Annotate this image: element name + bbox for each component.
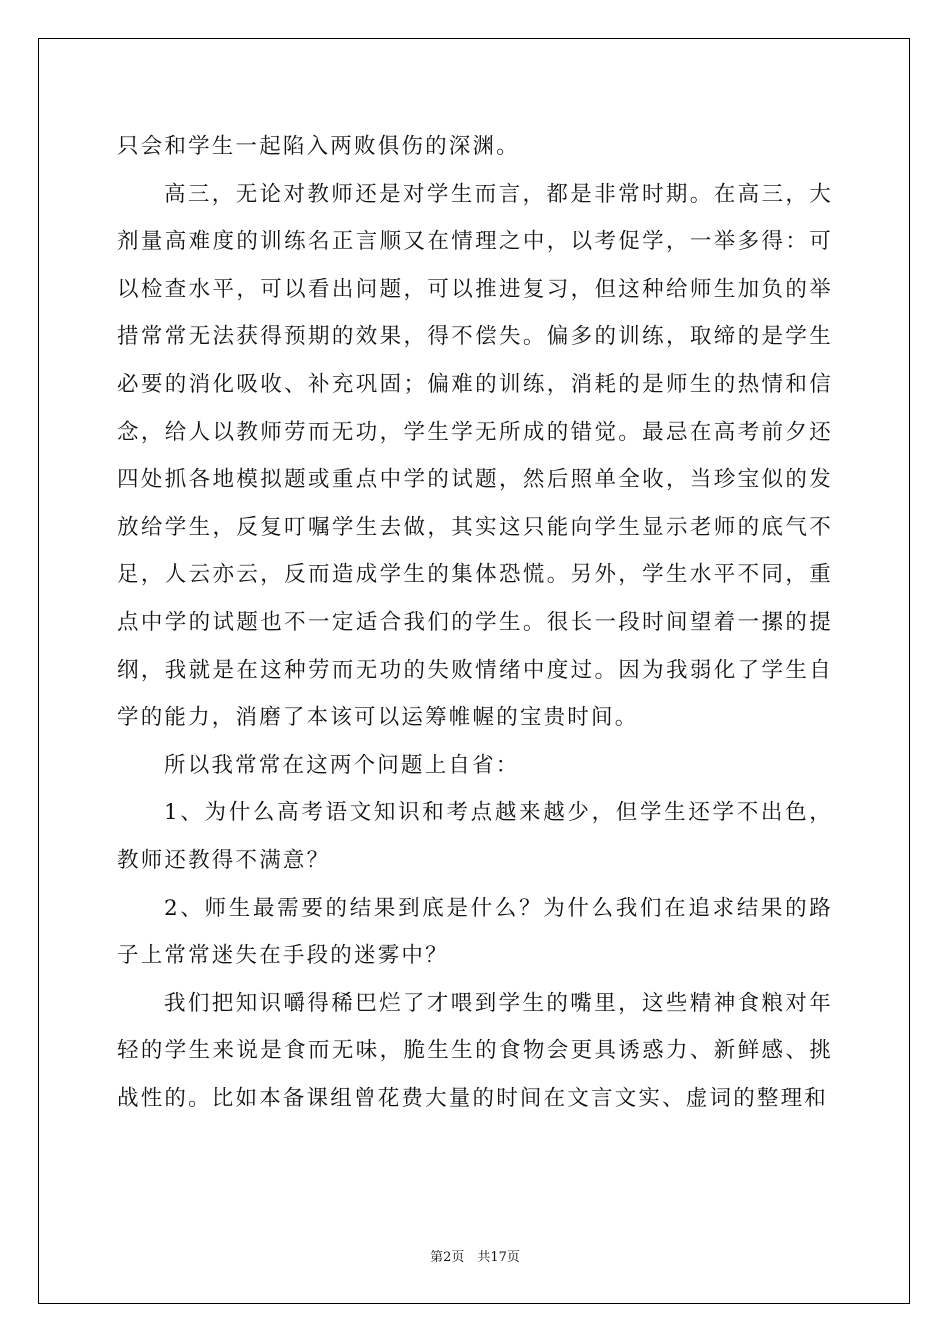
document-body — [117, 123, 833, 1122]
paragraph: 我们把知识嚼得稀巴烂了才喂到学生的嘴里，这些精神食粮对年轻的学生来说是食而无味，脆生生的食物会更具诱惑力、新鲜感、挑战性的。比如本备课组曾花费大量的时间在文言文实、虚词的整理和 — [117, 990, 833, 1111]
page-number-footer: 第2页 共17页 — [430, 1250, 520, 1265]
paragraph: 高三，无论对教师还是对学生而言，都是非常时期。在高三，大剂量高难度的训练名正言顺又在情理之中，以考促学，一举多得：可以检查水平，可以看出问题，可以推进复习，但这种给师生加负的举措常常无法获得预期的效果，得不偿失。偏多的训练，取缔的是学生必要的消化吸收、补充巩固；偏难的训练，消耗的是师生的热情和信念，给人以教师劳而无功，学生学无所成的错觉。最忌在高考前夕还四处抓各地模拟题或重点中学的试题，然后照单全收，当珍宝似的发放给学生，反复叮嘱学生去做，其实这只能向学生显示老师的底气不足，人云亦云，反而造成学生的集体恐慌。另外，学生水平不同，重点中学的试题也不一定适合我们的学生。很长一段时间望着一摞的提纲，我就是在这种劳而无功的失败情绪中度过。因为我弱化了学生自学的能力，消磨了本该可以运筹帷幄的宝贵时间。 — [117, 181, 833, 731]
paragraph: 所以我常常在这两个问题上自省： — [164, 752, 520, 778]
paragraph: 1、为什么高考语文知识和考点越来越少，但学生还学不出色，教师还教得不满意？ — [117, 800, 833, 873]
paragraph: 只会和学生一起陷入两败俱伤的深渊。 — [117, 134, 520, 159]
paragraph: 2、师生最需要的结果到底是什么？为什么我们在追求结果的路子上常常迷失在手段的迷雾中？ — [117, 895, 833, 969]
